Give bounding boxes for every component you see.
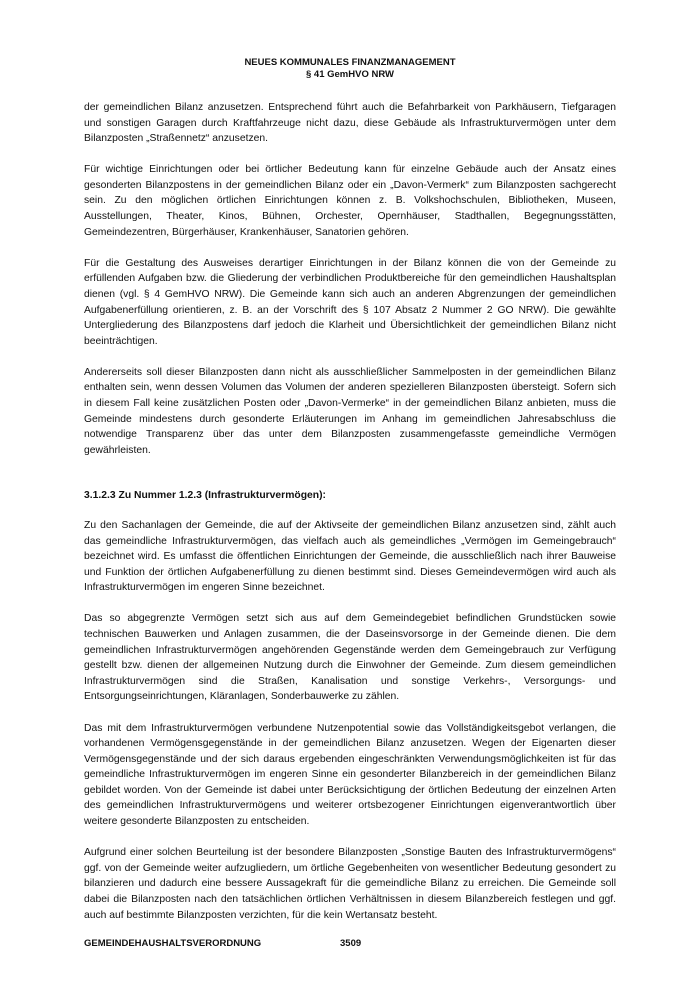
page-header — [0, 57, 700, 81]
paragraph: Aufgrund einer solchen Beurteilung ist der besondere Bilanzposten „Sonstige Bauten des Infrastrukturvermögens“ ggf. von der Gemeinde weiter aufzugliedern, um örtliche Gegebenheiten von wesentlicher Bedeutung gesondert zu bilanzieren und dadurch eine bessere Aussagekraft für die gemeindliche Bilanz zu erreichen. Die Gemeinde soll dabei die Bilanzposten nach den tatsächlichen örtlichen Verhältnissen in diesem Bilanzbereich festlegen und ggf. auch auf bestimmte Bilanzposten verzichten, für die kein Wertansatz besteht. — [84, 847, 616, 921]
paragraph: Zu den Sachanlagen der Gemeinde, die auf der Aktivseite der gemeindlichen Bilanz anzusetzen sind, zählt auch das gemeindliche Infrastrukturvermögen, das vielfach auch als gemeindliches „Vermögen im Gemeingebrauch“ bezeichnet wird. Es umfasst die öffentlichen Einrichtungen der Gemeinde, die ausschließlich nach ihrer Bauweise und Funktion der örtlichen Aufgabenerfüllung zu dienen bestimmt sind. Dieses Gemeindevermögen wird auch als Infrastrukturvermögen im engeren Sinne bezeichnet. — [84, 519, 616, 594]
paragraph: der gemeindlichen Bilanz anzusetzen. Entsprechend führt auch die Befahrbarkeit von Parkhäusern, Tiefgaragen und sonstigen Garagen durch Kraftfahrzeuge nicht dazu, diese Gebäude als Infrastrukturvermögen unter dem Bilanzposten „Straßennetz“ anzusetzen. — [84, 102, 616, 145]
paragraph: Für die Gestaltung des Ausweises derartiger Einrichtungen in der Bilanz können die von der Gemeinde zu erfüllenden Aufgaben bzw. die Gliederung der verbindlichen Produktbereiche für den gemeindlichen Haushaltsplan dienen (vgl. § 4 GemHVO NRW). Die Gemeinde kann sich auch an anderen Abgrenzungen der gemeindlichen Aufgabenerfüllung orientieren, z. B. an der Vorschrift des § 107 Absatz 2 Nummer 2 GO NRW). Die gewählte Untergliederung des Bilanzpostens darf jedoch die Klarheit und Übersichtlichkeit der gemeindlichen Bilanz nicht beeinträchtigen. — [84, 257, 616, 347]
page-number: 3509 — [340, 938, 362, 949]
header-title: NEUES KOMMUNALES FINANZMANAGEMENT — [244, 57, 456, 68]
paragraph: Für wichtige Einrichtungen oder bei örtlicher Bedeutung kann für einzelne Gebäude auch der Ansatz eines gesonderten Bilanzpostens in der gemeindlichen Bilanz oder ein „Davon-Vermerk“ zum Bilanzposten sachgerecht sein. Zu den möglichen örtlichen Einrichtungen können z. B. Volkshochschulen, Bibliotheken, Museen, Ausstellungen, Theater, Kinos, Bühnen, Orchester, Opernhäuser, Stadthallen, Begegnungsstätten, Gemeindezentren, Bürgerhäuser, Krankenhäuser, Sanatorien gehören. — [84, 164, 616, 238]
paragraph: Das mit dem Infrastrukturvermögen verbundene Nutzenpotential sowie das Vollständigkeitsgebot verlangen, die vorhandenen Vermögensgegenstände in der gemeindlichen Bilanz anzusetzen. Wegen der Eigenarten dieser Vermögensgegenstände und der sich daraus ergebenden eingeschränkten Verwendungsmöglichkeiten ist für das gemeindliche Infrastrukturvermögen im engeren Sinne ein gesonderter Bilanzbereich in der gemeindlichen Bilanz gebildet worden. Von der Gemeinde ist dabei unter Berücksichtigung der örtlichen Bedeutung der einzelnen Arten des gemeindlichen Infrastrukturvermögens und weiterer ortsbezogener Einrichtungen eigenverantwortlich über weitere gesonderte Bilanzposten zu entscheiden. — [84, 722, 616, 828]
paragraph: Andererseits soll dieser Bilanzposten dann nicht als ausschließlicher Sammelposten in der gemeindlichen Bilanz enthalten sein, wenn dessen Volumen das Volumen der anderen spezielleren Bilanzposten übersteigt. Sofern sich in diesem Fall keine zusätzlichen Posten oder „Davon-Vermerke“ in der gemeindlichen Bilanz anbieten, muss die Gemeinde mindestens durch gesonderte Erläuterungen im Anhang im gemeindlichen Jahresabschluss die notwendige Transparenz über das unter dem Bilanzposten zusammengefasste gemeindliche Vermögen gewährleisten. — [84, 366, 616, 456]
document-body — [84, 100, 616, 939]
section-heading: 3.1.2.3 Zu Nummer 1.2.3 (Infrastrukturvermögen): — [84, 490, 326, 502]
header-subtitle: § 41 GemHVO NRW — [306, 69, 394, 80]
footer-title: GEMEINDEHAUSHALTSVERORDNUNG — [84, 938, 262, 949]
paragraph: Das so abgegrenzte Vermögen setzt sich aus auf dem Gemeindegebiet befindlichen Grundstücken sowie technischen Bauwerken und Anlagen zusammen, die der Daseinsvorsorge in der Gemeinde dienen. Die dem gemeindlichen Infrastrukturvermögen angehörenden Gegenstände werden dem Gemeingebrauch zur Verfügung gestellt bzw. dienen der allgemeinen Nutzung durch die Einwohner der Gemeinde. Zum diesem gemeindlichen Infrastrukturvermögen sind die Straßen, Kanalisation und sonstige Verkehrs-, Versorgungs- und Entsorgungseinrichtungen, Kläranlagen, Sonderbauwerke zu zählen. — [84, 613, 616, 703]
